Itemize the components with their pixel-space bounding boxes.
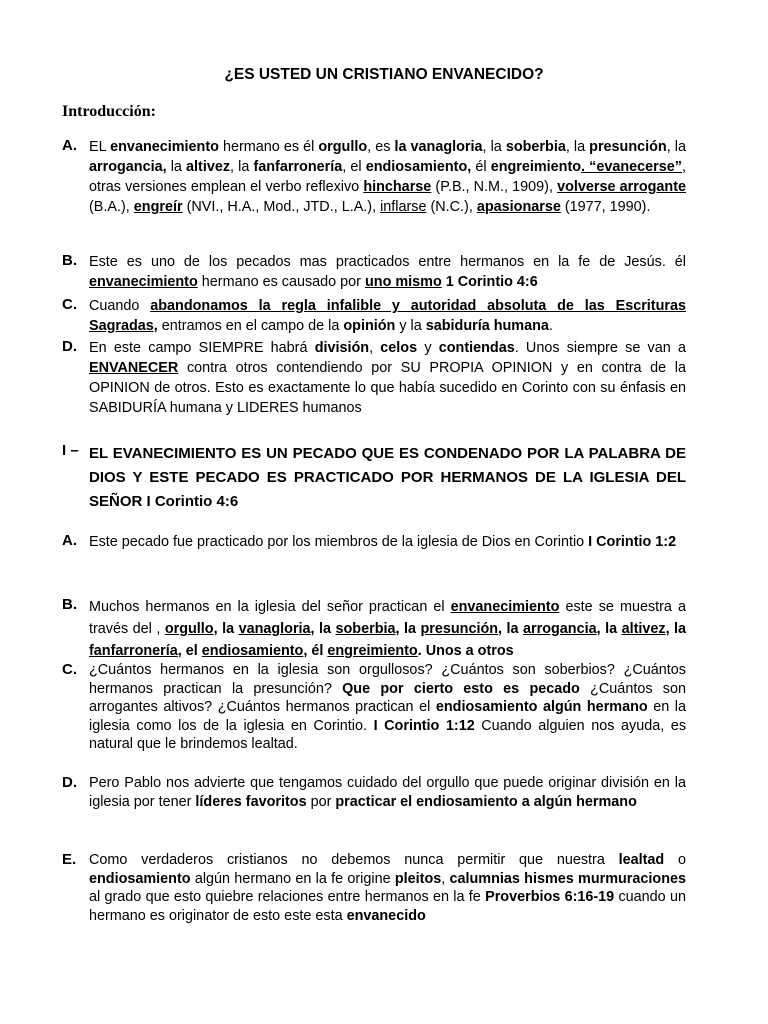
text-run: Cuando alguien nos ayuda, es natural que le brindemos lealtad. <box>89 717 687 752</box>
text-run: y la <box>395 318 426 334</box>
text-run: la <box>166 159 187 175</box>
text-run: . Unos a otros <box>417 643 514 659</box>
text-run: sabiduría humana <box>425 318 549 334</box>
text-run: practicar el endiosamiento a algún hermano <box>335 793 637 810</box>
section-number: I – <box>62 442 79 459</box>
text-run: arrogancia, <box>89 159 167 175</box>
item-label: C. <box>62 296 77 313</box>
text-run: celos <box>380 340 418 356</box>
item-label: B. <box>62 252 77 269</box>
text-run: hincharse <box>363 179 432 195</box>
text-run: la vanagloria <box>394 139 483 155</box>
text-run: por <box>306 793 336 810</box>
text-run: inflarse <box>380 199 427 215</box>
intro-item-d <box>62 338 686 418</box>
text-run: , la <box>230 159 254 175</box>
text-run: presunción, <box>420 621 503 637</box>
text-run: (1977, 1990). <box>560 199 651 215</box>
text-run: , él <box>303 643 328 659</box>
text-run: entramos en el campo de la <box>157 318 344 334</box>
text-run: endiosamiento, <box>365 159 472 175</box>
intro-item-b <box>62 252 686 292</box>
text-run: Muchos hermanos en la iglesia del señor practican el <box>89 599 451 615</box>
text-run: apasionarse <box>476 199 561 215</box>
text-run: , <box>369 340 381 356</box>
item-text <box>89 252 686 292</box>
text-run: la <box>222 621 239 637</box>
item-label: D. <box>62 774 77 791</box>
text-run: y <box>417 340 439 356</box>
text-run: . Unos siempre se van a <box>514 340 686 356</box>
text-run: o <box>664 852 686 868</box>
text-run: (B.A.), <box>89 199 134 215</box>
text-run: calumnias hismes murmuraciones <box>449 870 686 887</box>
text-run: endiosamiento <box>89 870 191 887</box>
text-run: este se muestra a través del , <box>89 599 686 637</box>
text-run: , es <box>367 139 395 155</box>
text-run: ¿Cuántos hermanos en la iglesia son orgullosos? ¿Cuántos son soberbios? ¿Cuántos hermanos practican la presunción? <box>89 662 686 697</box>
text-run: endiosamiento <box>201 643 304 659</box>
text-run: altivez <box>621 621 666 637</box>
item-text <box>89 532 686 552</box>
text-run: , el <box>177 643 202 659</box>
item-text <box>89 774 686 811</box>
text-run: división <box>314 340 370 356</box>
text-run: , <box>441 870 450 887</box>
text-run: I Corintio 1:2 <box>588 534 677 550</box>
text-run: vanagloria <box>238 621 311 637</box>
text-run: líderes favoritos <box>195 793 307 810</box>
text-run: endiosamiento algún hermano <box>435 699 648 715</box>
text-run: ENVANECER <box>89 360 179 376</box>
text-run: opinión <box>343 318 396 334</box>
text-run: Que por cierto esto es pecado <box>342 680 580 697</box>
text-run: , la <box>310 621 336 637</box>
text-run: Este es uno de los pecados mas practicados entre hermanos en la fe de Jesús. él <box>89 254 686 270</box>
text-run: contiendas <box>438 340 515 356</box>
text-run: volverse arrogante <box>557 179 686 195</box>
text-run: orgullo <box>318 139 368 155</box>
text-run: I Corintio 1:12 <box>373 717 475 734</box>
text-run: , la <box>395 621 421 637</box>
item-text <box>89 338 686 418</box>
section-item-b <box>62 596 686 662</box>
text-run: hermano es él <box>218 139 319 155</box>
section-item-a <box>62 532 686 552</box>
item-text <box>89 137 686 217</box>
text-run: fanfarronería <box>89 643 178 659</box>
text-run: él <box>471 159 491 175</box>
text-run: algún hermano en la fe origine <box>190 870 395 887</box>
text-run: , <box>213 621 223 637</box>
text-run: (NVI., H.A., Mod., JTD., L.A.), <box>182 199 381 215</box>
text-run: arrogancia <box>523 621 597 637</box>
text-run: cuando un hermano es originator de esto este esta <box>89 889 686 924</box>
text-run: (N.C.), <box>426 199 477 215</box>
section-title: EL EVANECIMIENTO ES UN PECADO QUE ES CONDENADO POR LA PALABRA DE DIOS Y ESTE PECADO ES PRACTICADO POR HERMANOS DE LA IGLESIA DEL SEÑOR I Corintio 4:6 <box>89 445 686 510</box>
text-run: abandonamos la regla infalible y autoridad absoluta de las Escrituras Sagradas, <box>89 298 686 334</box>
text-run: Proverbios 6:16-19 <box>485 889 615 905</box>
text-run: EL <box>89 139 111 155</box>
text-run: ¿Cuántos son arrogantes altivos? ¿Cuántos hermanos practican el <box>89 680 686 715</box>
item-text <box>89 296 686 336</box>
text-run: Pero Pablo nos advierte que tengamos cuidado del orgullo que puede originar división en la iglesia por tener <box>89 775 686 810</box>
text-run: al grado que esto quiebre relaciones entre hermanos en la fe <box>89 889 486 905</box>
text-run: , otras versiones emplean el verbo reflexivo <box>89 159 686 195</box>
text-run: pleitos <box>394 870 442 887</box>
text-run: Cuando <box>89 298 151 314</box>
text-run: engreír <box>133 199 183 215</box>
item-label: E. <box>62 851 77 868</box>
text-run: , el <box>342 159 366 175</box>
item-label: A. <box>62 532 77 549</box>
text-run: (P.B., N.M., 1909), <box>431 179 558 195</box>
text-run: en la iglesia como los de la iglesia en Corintio. <box>89 699 686 734</box>
item-text <box>89 661 686 754</box>
text-run: engreimiento <box>490 159 582 175</box>
text-run: la <box>502 621 523 637</box>
text-run: En este campo SIEMPRE habrá <box>89 340 315 356</box>
text-run: envanecido <box>346 907 426 924</box>
document-title: ¿ES USTED UN CRISTIANO ENVANECIDO? <box>224 66 544 83</box>
text-run: orgullo <box>164 621 214 637</box>
text-run: envanecimiento <box>110 139 219 155</box>
text-run: Como verdaderos cristianos no debemos nunca permitir que nuestra <box>89 852 619 868</box>
text-run: lealtad <box>618 852 665 868</box>
section-item-d <box>62 774 686 811</box>
text-run: , la <box>596 621 622 637</box>
intro-item-a <box>62 137 686 217</box>
text-run: presunción <box>589 139 667 155</box>
text-run: envanecimiento <box>450 599 560 615</box>
text-run: , la <box>665 621 687 637</box>
text-run: envanecimiento <box>89 274 198 290</box>
item-label: D. <box>62 338 77 355</box>
section-item-c <box>62 661 686 754</box>
text-run: . <box>548 318 553 334</box>
text-run: fanfarronería <box>253 159 343 175</box>
intro-heading: Introducción: <box>62 103 156 120</box>
text-run: contra otros contendiendo por SU PROPIA OPINION y en contra de la OPINION de otros. Esto es exactamente lo que había sucedido en Corinto con su énfasis en SABIDURÍA humana y LIDERES humanos <box>89 360 686 416</box>
section-item-e <box>62 851 686 925</box>
text-run: 1 Corintio 4:6 <box>441 274 538 290</box>
section-heading-1 <box>62 442 686 514</box>
item-label: C. <box>62 661 77 678</box>
item-label: A. <box>62 137 77 154</box>
item-text <box>89 851 686 925</box>
item-label: B. <box>62 596 77 613</box>
text-run: engreimiento <box>327 643 418 659</box>
text-run: soberbia <box>335 621 396 637</box>
text-run: , la <box>565 139 590 155</box>
intro-item-c <box>62 296 686 336</box>
text-run: hermano es causado por <box>197 274 365 290</box>
text-run: Este pecado fue practicado por los miembros de la iglesia de Dios en Corintio <box>89 534 589 550</box>
text-run: altivez <box>186 159 231 175</box>
text-run: uno mismo <box>364 274 442 290</box>
text-run: , la <box>482 139 506 155</box>
text-run: , la <box>666 139 686 155</box>
item-text <box>89 596 686 662</box>
text-run: . “evanecerse” <box>581 159 682 175</box>
text-run: soberbia <box>505 139 566 155</box>
